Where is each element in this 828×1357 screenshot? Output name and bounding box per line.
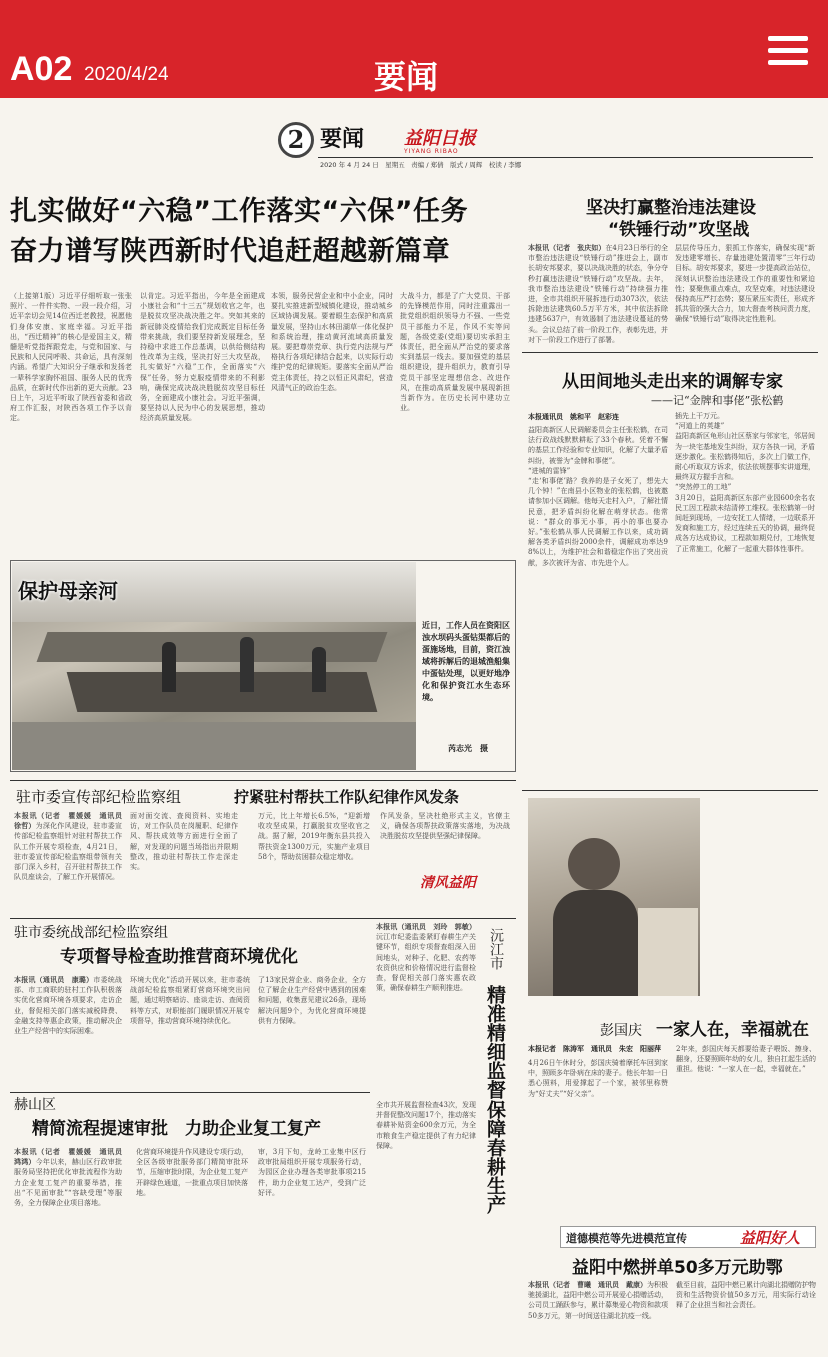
heshan-text-1: 今年以来，赫山区行政审批服务局坚持把优化审批流程作为助力企业复工复产的重要举措，推出“不见面审批”“容缺受理”等服务，全力保障企业项目落地。 bbox=[14, 1158, 123, 1208]
masthead-rule bbox=[318, 157, 813, 158]
discipline-title-b: 拧紧驻村帮扶工作队纪律作风发条 bbox=[234, 788, 460, 806]
heshan-title: 精简流程提速审批 力助企业复工复产 bbox=[32, 1119, 321, 1139]
protect-river-title: 保护母亲河 bbox=[18, 579, 118, 603]
family-col-2: 2年来，彭国庆每天都要给妻子喂饭、擦身、翻身，还要照顾年幼的女儿，独自扛起生活的重担。他说：“一家人在一起，幸福就在。” bbox=[676, 1045, 816, 1074]
lead-col-1: （上接第1版）习近平仔细听取一张张照片、一件件实物、一段一段介绍，习近平亲切会见14位西迁老教授，祝愿他们身体安康、家庭幸福。习近平指出，“西迁精神”的核心是爱国主义，精髓是听党指挥跟党走，与党和国家、与民族和人民同呼吸、共命运，具有深刻内涵。希望广大知识分子继承和发扬老一辈科学家胸怀祖国、服务人民的优秀品质，在新时代作出新的更大贡献。23日上午，习近平听取了陕西省委和省政府工作汇报，对陕西各项工作予以肯定。 bbox=[10, 292, 132, 423]
news-demolition-text-1: 在4月23日举行的全市整治违法建设“铁锤行动”推进会上，副市长胡安邦要求，要以决战决胜的状态，争分夺秒打赢违法建设“铁锤行动”攻坚战。去年，我市整治违法建设“铁锤行动”持续强力推进，全市共组织开展拆违行动3073次，依法拆除违法建筑60.5万平方米，其中依法拆除违建5637户，有效遏制了违法建设蔓延的势头。会议总结了前一阶段工作，表彰先进，并对下一阶段工作进行了部署。 bbox=[528, 244, 668, 344]
spring-farming-place: 沅江市 bbox=[488, 928, 504, 970]
clean-wind-badge: 清风益阳 bbox=[420, 875, 476, 891]
spring-farming-text-1: 沅江市纪委监委紧盯春耕生产关键环节，组织专项督查组深入田间地头，对种子、化肥、农药等农资供应和价格情况进行监督检查，督促相关部门落实惠农政策，确保春耕生产顺利推进。 bbox=[376, 933, 476, 993]
family-title: 一家人在，幸福就在 bbox=[656, 1020, 809, 1040]
profile-title: 从田间地头走出来的调解专家 bbox=[562, 372, 783, 392]
page-number-badge: 2 bbox=[278, 122, 314, 158]
spring-farming-col-2: 全市共开展监督检查43次，发现并督促整改问题17个，推动落实春耕补贴资金600余万元，为全市粮食生产稳定提供了有力纪律保障。 bbox=[376, 1101, 476, 1150]
heshan-region: 赫山区 bbox=[14, 1097, 56, 1113]
news-demolition-col-2: 层层传导压力，狠抓工作落实，确保实现“新发违建零增长、存量违建处置清零”三年行动目标。胡安邦要求，要进一步提高政治站位，深刻认识整治违法建设工作的重要性和紧迫性；要聚焦重点难点，攻坚克难，对违法建设保持高压严打态势；要压紧压实责任，形成齐抓共管的强大合力，加大督查考核问责力度，确保“铁锤行动”取得决定性胜利。 bbox=[675, 244, 815, 324]
news-demolition-title-1: 坚决打赢整治违法建设 bbox=[586, 198, 756, 218]
divider bbox=[10, 1092, 370, 1093]
moral-title: 益阳中燃拼单50多万元助鄂 bbox=[572, 1258, 783, 1278]
discipline-title-a: 驻市委宣传部纪检监察组 bbox=[16, 788, 182, 806]
divider bbox=[10, 780, 516, 781]
issue-date: 2020/4/24 bbox=[84, 64, 169, 85]
news-demolition-byline: 本报讯（记者 张庆如） bbox=[528, 243, 606, 252]
family-photo bbox=[528, 798, 700, 996]
divider bbox=[522, 790, 818, 791]
masthead-section: 要闻 bbox=[320, 126, 365, 152]
protect-river-photographer: 芮志光 摄 bbox=[448, 743, 488, 753]
lead-col-4: 大战斗力，都是了广大党员、干部的先锋模范作用，同时注重露出一批党组织组织领导力不强、一些党员干部能力不足，作风不实等问题，各级党委(党组)要切实承担主体责任，把全面从严治党的要求落实到基层一线去。要加强党的基层组织建设，提升组织力，教育引导党员干部坚定理想信念、改进作风，在推动高质量发展中展现新担当新作为。在历史长河中建功立业。 bbox=[400, 292, 510, 413]
heshan-col-2: 化营商环境提升作风建设专项行动，全区各级审批服务部门精简审批环节，压缩审批时限，为企业复工复产开辟绿色通道，一批重点项目加快落地。 bbox=[136, 1148, 248, 1197]
business-env-col-3: 了13家民营企业、商务企业，全方位了解企业生产经营中遇到的困难和问题，收集意见建议26条，现场解决问题9个，为优化营商环境提供有力保障。 bbox=[258, 976, 366, 1025]
paper-name-logo: 益阳日报 bbox=[404, 128, 476, 149]
news-demolition-title-2: “铁锤行动”攻坚战 bbox=[608, 220, 750, 240]
heshan-byline: 本报讯（记者 瞿媛媛 通讯员 鸿鸿） bbox=[14, 1147, 129, 1167]
discipline-col-4: 作风发条，坚决杜绝形式主义，官僚主义，确保各项帮扶政策落实落地，为决战决胜脱贫攻坚提供坚强纪律保障。 bbox=[380, 812, 510, 841]
protect-river-caption: 近日，工作人员在资阳区浊水坝码头蛋钻渠都后的蛋施场地，目前，资江浊域将拆解后的退城渔船集中蛋钻处理，以更好地净化和保护资江水生态环境。 bbox=[422, 621, 510, 702]
heshan-col-1 bbox=[14, 1147, 129, 1347]
business-env-byline: 本报讯（通讯员 康璐） bbox=[14, 975, 94, 984]
profile-byline: 本报通讯员 姚和平 赵彩连 bbox=[528, 412, 619, 421]
profile-col-1: 益阳高新区人民调解委员会主任张松鹤，在司法行政战线默默耕耘了33个春秋。凭着不懈的基层工作经验和专业知识，化解了大量矛盾纠纷，被誉为“金牌和事佬”。 “进城的雷锋” “走‘和事佬’路？我养的是子女死了，想先大几个钟！”在南县小区物业的张松鹤，也被邀请参加小区调解。他每天走村入户，了解社情民意，把矛盾纠纷化解在萌芽状态。他常说：“群众的事无小事，再小的事也要办好。”张松鹤从事人民调解工作以来，成功调解各类矛盾纠纷2000余件，调解成功率达98%以上，为维护社会和谐稳定作出了突出贡献，多次被评为省、市先进个人。 bbox=[528, 426, 668, 567]
discipline-col-3: 万元，比上年增长6.5%，“迎新增收攻坚成果，打赢脱贫攻坚收官之战。据了解，2019年衡东县共投入帮扶资金1300万元，实施产业项目58个，帮助贫困群众稳定增收。 bbox=[258, 812, 370, 861]
spring-farming-col-1 bbox=[376, 922, 476, 1092]
profile-subtitle: ——记“金牌和事佬”张松鹤 bbox=[651, 394, 784, 407]
family-name: 彭国庆 bbox=[600, 1023, 642, 1039]
family-byline: 本报记者 陈涛军 通讯员 朱宏 阳丽萍 bbox=[528, 1044, 661, 1053]
profile-col-2: 插先上干万元。 “河道上的英雄” 益阳高新区龟形山社区蔡家与邻家宅，邻居间为一块宅基地发生纠纷，双方各执一词，矛盾逐步激化。张松鹤得知后，多次上门做工作，耐心听取双方诉求，依法依规摆事实讲道理，最终双方握手言和。 “突然停工的工地” 3月20日，益阳高新区东部产业园600余名农民工因工程款未结清停工维权。张松鹤第一时间赶到现场，一边安抚工人情绪，一边联系开发商和施工方，经过连续五天的协调，最终促成各方达成协议，工程款如期兑付，工地恢复了正常施工，化解了一起重大群体性事件。 bbox=[675, 412, 815, 553]
business-env-title-a: 驻市委统战部纪检监察组 bbox=[14, 925, 168, 941]
moral-text-1: 为积极驰援湖北，益阳中燃公司开展爱心捐赠活动，公司员工踊跃参与，累计募集爱心物资和款项50多万元，第一时间送往湖北抗疫一线。 bbox=[528, 1281, 668, 1320]
moral-banner: 道德模范等先进模范宣传 bbox=[566, 1232, 687, 1245]
news-demolition-col-1 bbox=[528, 243, 668, 343]
lead-col-3: 本领，服务民营企业和中小企业，同时要扎实推进新型城镇化建设，推动城乡区域协调发展。要着眼生态保护和高质量发展，坚持山水林田湖草一体化保护和系统治理，推动黄河流域高质量发展。要把尊崇党章、执行党内法规与严格执行各项纪律结合起来，以实际行动维护党的纪律规矩。要落实全面从严治党主体责任，持之以恒正风肃纪，营造风清气正的政治生态。 bbox=[271, 292, 393, 392]
spring-farming-title-1: 精准精细监督 bbox=[484, 985, 506, 1099]
menu-icon[interactable] bbox=[768, 36, 808, 68]
divider bbox=[522, 352, 818, 353]
paper-pinyin: YIYANG RIBAO bbox=[404, 148, 459, 155]
discipline-byline: 本报讯（记者 瞿媛媛 通讯员 徐哲） bbox=[14, 811, 129, 831]
discipline-text-1: 为深化作风建设，驻市委宣传部纪检监察组针对驻村帮扶工作队工作开展专项检查，4月21日，驻市委宣传部纪检监察组带领有关部门深入乡村，召开驻村帮扶工作队员座谈会，了解工作开展情况。 bbox=[14, 822, 123, 882]
divider bbox=[10, 918, 516, 919]
section-title: 要闻 bbox=[374, 58, 439, 96]
lead-col-2: 以肯定。习近平指出，今年是全面建成小康社会和“十三五”规划收官之年，也是脱贫攻坚决战决胜之年。突如其来的新冠肺炎疫情给我们完成既定目标任务带来挑战，我们要坚持新发展理念，坚持稳中求进工作总基调，以供给侧结构性改革为主线，坚决打好三大攻坚战，扎实做好“六稳”工作，全面落实“六保”任务，努力克服疫情带来的不利影响，确保完成决战决胜脱贫攻坚目标任务，全面建成小康社会。习近平强调，要坚持以人民为中心的发展思想，推动经济高质量发展。 bbox=[140, 292, 265, 423]
business-env-text-1: 市委统战部、市工商联的驻村工作队积极落实优化营商环境各项要求，走访企业，督促相关部门落实减税降费、金融支持等惠企政策，推动解决企业生产经营中的实际困难。 bbox=[14, 976, 123, 1036]
business-env-col-2: 环境大优化”活动开展以来，驻市委统战部纪检监察组紧盯营商环境突出问题，通过明察暗访、座谈走访、查阅资料等方式，对职能部门履职情况开展专项督导，推动营商环境持续优化。 bbox=[130, 976, 250, 1025]
spring-farming-title-2: 保障春耕生产 bbox=[484, 1100, 506, 1214]
page-code: A02 bbox=[10, 50, 73, 88]
heshan-col-3: 审，3月下旬，龙岭工业集中区行政审批局组织开展专项服务行动，为园区企业办理各类审批事项215件，助力企业复工达产，受到广泛好评。 bbox=[258, 1148, 366, 1197]
moral-col-2: 截至目前，益阳中燃已累计向湖北捐赠防护物资和生活物资价值50多万元，用实际行动诠释了企业担当和社会责任。 bbox=[676, 1281, 816, 1310]
good-people-logo: 益阳好人 bbox=[740, 1229, 801, 1247]
masthead-info: 2020 年 4 月 24 日 星期五 责编 / 郑倩 版式 / 周辉 校读 / 李娜 bbox=[320, 161, 522, 169]
lead-headline-1: 扎实做好“六稳”工作落实“六保”任务 bbox=[10, 196, 468, 227]
business-env-title-b: 专项督导检查助推营商环境优化 bbox=[60, 947, 298, 967]
lead-headline-2: 奋力谱写陕西新时代追赶超越新篇章 bbox=[10, 236, 450, 267]
family-col-1: 4月26日午休时分，彭国庆骑着摩托车回到家中，照顾多年卧病在床的妻子。他长年如一日悉心照料，用爱撑起了一个家，被邻里称赞为“好丈夫”“好父亲”。 bbox=[528, 1059, 668, 1098]
discipline-col-2: 面对面交流、查阅资料、实地走访，对工作队员在岗履职、纪律作风、帮扶成效等方面进行全面了解，对发现的问题当场指出并限期整改，推动驻村帮扶工作走深走实。 bbox=[130, 812, 238, 872]
moral-col-1 bbox=[528, 1280, 668, 1350]
moral-byline: 本报讯（记者 曹曦 通讯员 戴康） bbox=[528, 1280, 647, 1289]
spring-farming-byline: 本报讯（通讯员 刘玲 郭敏） bbox=[376, 922, 476, 931]
business-env-col-1 bbox=[14, 975, 122, 1087]
